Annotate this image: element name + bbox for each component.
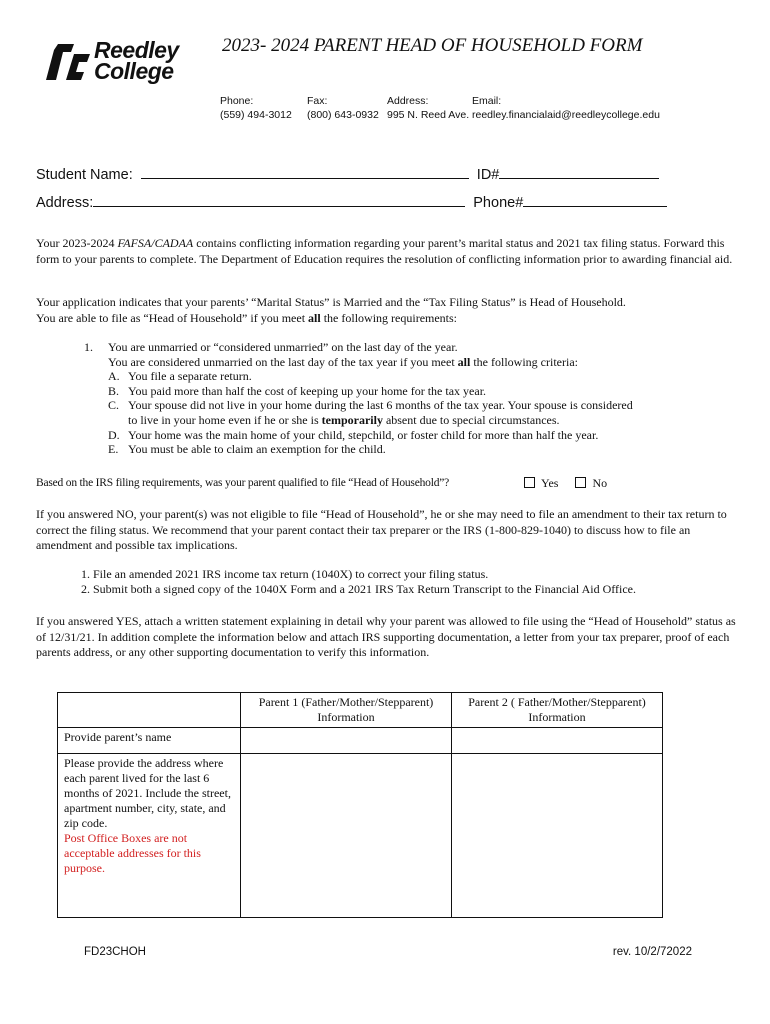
criterion-text-cont-end: absent due to special circumstances. bbox=[382, 412, 560, 427]
address-instructions: Please provide the address where each parent lived for the last 6 months of 2021. Include the street, apartment number, city, state, and zip code. bbox=[64, 756, 231, 830]
yes-answer-paragraph: If you answered YES, attach a written statement explaining in detail why your parent was allowed to file using the “Head of Household” status as of 12/31/21. In addition complete the information below and attach IRS supporting documentation, a letter from your tax preparer, proof of each parents address, or any other supporting documentation to verify this information. bbox=[36, 614, 736, 659]
contact-fax bbox=[307, 94, 379, 122]
table-row bbox=[58, 754, 663, 918]
all-bold: all bbox=[308, 310, 321, 325]
criterion-b bbox=[108, 384, 708, 399]
criteria-text: You are considered unmarried on the last day of the tax year if you meet bbox=[108, 354, 458, 369]
revision-date: rev. 10/2/72022 bbox=[612, 946, 692, 958]
student-name-label: Student Name: bbox=[36, 167, 133, 183]
temporarily-bold: temporarily bbox=[321, 412, 383, 427]
table-row bbox=[58, 728, 663, 754]
no-label: No bbox=[592, 476, 608, 490]
parent-1-name-field[interactable] bbox=[241, 728, 452, 754]
yes-label: Yes bbox=[541, 476, 559, 490]
contact-label: Address: bbox=[387, 95, 429, 107]
criterion-c bbox=[108, 398, 708, 427]
yes-checkbox[interactable] bbox=[524, 477, 535, 488]
id-field[interactable] bbox=[499, 166, 659, 179]
contact-address bbox=[387, 94, 469, 122]
criterion-a bbox=[108, 369, 708, 384]
contact-phone bbox=[220, 94, 292, 122]
requirement-criteria-line bbox=[108, 355, 708, 370]
parent-1-address-field[interactable] bbox=[241, 754, 452, 918]
all-bold: all bbox=[457, 354, 471, 369]
criterion-text: Your spouse did not live in your home during the last 6 months of the tax year. Your spouse is considered bbox=[128, 398, 633, 413]
student-name-row bbox=[36, 166, 659, 183]
address-row bbox=[36, 194, 667, 211]
table-header-row bbox=[58, 693, 663, 728]
requirement-line: You are unmarried or “considered unmarried” on the last day of the year. bbox=[108, 340, 458, 354]
marital-status-text: Your application indicates that your parents’ “Marital Status” is Married and the “Tax Filing Status” is Head of Household. bbox=[36, 295, 626, 309]
criterion-text: You must be able to claim an exemption for the child. bbox=[128, 442, 386, 457]
address-instructions-cell bbox=[58, 754, 241, 918]
no-steps bbox=[81, 567, 636, 597]
parent-name-label: Provide parent’s name bbox=[58, 728, 241, 754]
parent-2-name-field[interactable] bbox=[452, 728, 663, 754]
reedley-college-logo bbox=[44, 38, 204, 84]
fafsa-cadaa-text: FAFSA/CADAA bbox=[117, 236, 194, 250]
address-field[interactable] bbox=[93, 194, 465, 207]
step-1: 1. File an amended 2021 IRS income tax return (1040X) to correct your filing status. bbox=[81, 567, 489, 581]
contact-label: Phone: bbox=[220, 95, 254, 107]
criterion-letter: A. bbox=[108, 369, 120, 384]
contact-value: (559) 494-3012 bbox=[220, 109, 292, 121]
contact-value: reedley.financialaid@reedleycollege.edu bbox=[472, 109, 660, 121]
logo-text: Reedley College bbox=[94, 37, 179, 84]
rc-logo-icon bbox=[44, 42, 92, 82]
criterion-text: You paid more than half the cost of keeping up your home for the tax year. bbox=[128, 383, 487, 398]
intro-text-rest: contains conflicting information regarding your parent’s marital status and 2021 tax filing status. Forward this form to your parents to complete. The Department of Education requires the resolution of conflicting information prior to awarding financial aid. bbox=[36, 236, 733, 266]
criterion-text: Your home was the main home of your child, stepchild, or foster child for more than half the year. bbox=[128, 427, 599, 442]
hoh-text: You are able to file as “Head of Household” if you meet bbox=[36, 310, 309, 325]
intro-paragraph bbox=[36, 236, 736, 267]
no-checkbox[interactable] bbox=[575, 477, 586, 488]
requirements-list bbox=[108, 340, 708, 457]
requirements-intro bbox=[36, 295, 736, 326]
form-code: FD23CHOH bbox=[84, 946, 146, 958]
contact-value: 995 N. Reed Ave. bbox=[387, 109, 470, 121]
requirement-number: 1. bbox=[84, 340, 93, 354]
po-box-warning: Post Office Boxes are not acceptable addresses for this purpose. bbox=[64, 831, 201, 875]
contact-email bbox=[472, 94, 660, 122]
contact-value: (800) 643-0932 bbox=[307, 109, 379, 121]
phone-field[interactable] bbox=[523, 194, 667, 207]
table-corner-cell bbox=[58, 693, 241, 728]
parent-1-header: Parent 1 (Father/Mother/Stepparent) Information bbox=[241, 693, 452, 728]
address-label: Address: bbox=[36, 195, 94, 211]
yes-no-options bbox=[524, 476, 607, 491]
hoh-text-end: the following requirements: bbox=[320, 310, 458, 325]
criterion-letter: E. bbox=[108, 442, 119, 457]
criterion-letter: B. bbox=[108, 383, 120, 398]
criterion-text-cont: to live in your home even if he or she is bbox=[128, 412, 322, 427]
contact-label: Fax: bbox=[307, 95, 328, 107]
form-title: 2023- 2024 PARENT HEAD OF HOUSEHOLD FORM bbox=[222, 35, 643, 56]
hoh-question: Based on the IRS filing requirements, was your parent qualified to file “Head of Household”? bbox=[36, 477, 450, 489]
criterion-letter: D. bbox=[108, 427, 120, 442]
contact-label: Email: bbox=[472, 95, 502, 107]
no-answer-paragraph: If you answered NO, your parent(s) was not eligible to file “Head of Household”, he or she may need to file an amendment to their tax return to correct the filing status. We recommend that your parent contact their tax preparer or the IRS (1-800-829-1040) to discuss how to file an amendment and possible tax implications. bbox=[36, 507, 727, 552]
step-2: 2. Submit both a signed copy of the 1040X Form and a 2021 IRS Tax Return Transcript to the Financial Aid Office. bbox=[81, 582, 636, 596]
criterion-letter: C. bbox=[108, 398, 120, 413]
phone-label: Phone# bbox=[473, 195, 524, 211]
criterion-text: You file a separate return. bbox=[128, 369, 252, 384]
parent-2-header: Parent 2 ( Father/Mother/Stepparent) Information bbox=[452, 693, 663, 728]
intro-text: Your 2023-2024 bbox=[36, 236, 118, 250]
id-label: ID# bbox=[476, 167, 500, 183]
criteria-text-end: the following criteria: bbox=[470, 354, 578, 369]
criterion-e bbox=[108, 442, 708, 457]
student-name-field[interactable] bbox=[141, 166, 469, 179]
parent-2-address-field[interactable] bbox=[452, 754, 663, 918]
parent-info-table bbox=[57, 692, 663, 918]
criterion-d bbox=[108, 428, 708, 443]
